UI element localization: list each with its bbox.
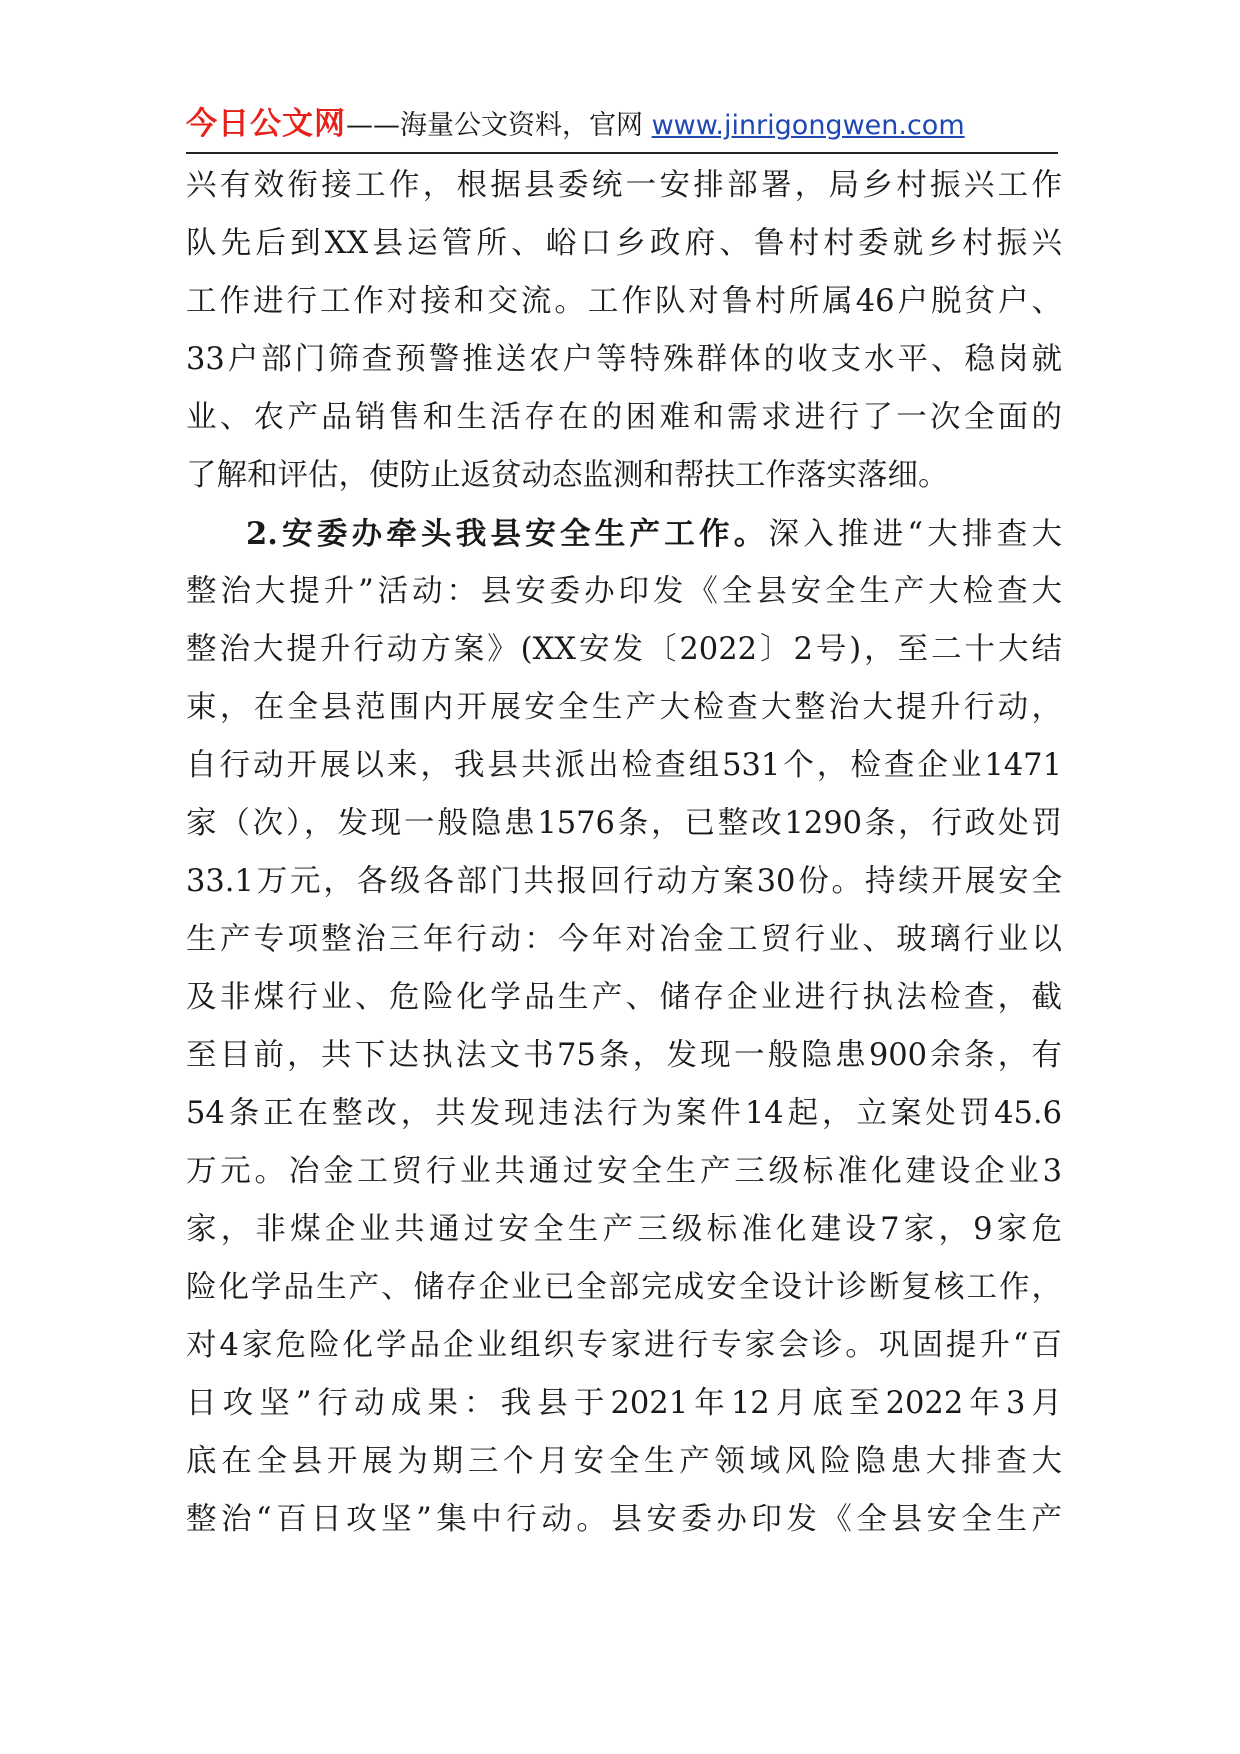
text-line: 整治大提升”活动：县安委办印发《全县安全生产大检查大 xyxy=(186,574,1062,609)
text-line: 业、农产品销售和生活存在的困难和需求进行了一次全面的 xyxy=(186,400,1062,435)
text-line: 至目前，共下达执法文书75条，发现一般隐患900余条，有 xyxy=(186,1038,1062,1073)
section-2-first-line xyxy=(186,505,1062,563)
text-line: 整治“百日攻坚”集中行动。县安委办印发《全县安全生产 xyxy=(186,1502,1062,1537)
text-line: 33户部门筛查预警推送农户等特殊群体的收支水平、稳岗就 xyxy=(186,342,1062,377)
header-tagline: ——海量公文资料，官网 xyxy=(346,110,652,141)
text-line: 33.1万元，各级各部门共报回行动方案30份。持续开展安全 xyxy=(186,864,1062,899)
section-heading: 2.安委办牵头我县安全生产工作。 xyxy=(246,516,769,552)
text-line: 自行动开展以来，我县共派出检查组531个，检查企业1471 xyxy=(186,748,1062,783)
text-line: 队先后到XX县运管所、峪口乡政府、鲁村村委就乡村振兴 xyxy=(186,226,1062,261)
text-line: 险化学品生产、储存企业已全部完成安全设计诊断复核工作， xyxy=(186,1270,1062,1305)
text-line: 日攻坚”行动成果：我县于2021年12月底至2022年3月 xyxy=(186,1386,1062,1421)
page-header xyxy=(186,104,1058,154)
text-line: 工作进行工作对接和交流。工作队对鲁村所属46户脱贫户、 xyxy=(186,284,1062,319)
text-line: 束，在全县范围内开展安全生产大检查大整治大提升行动， xyxy=(186,690,1062,725)
text-line: 兴有效衔接工作，根据县委统一安排部署，局乡村振兴工作 xyxy=(186,168,1062,203)
text-line: 生产专项整治三年行动：今年对冶金工贸行业、玻璃行业以 xyxy=(186,922,1062,957)
site-url-link[interactable]: www.jinrigongwen.com xyxy=(651,110,965,141)
text-line: 整治大提升行动方案》(XX安发〔2022〕2号)，至二十大结 xyxy=(186,632,1062,667)
text-line: 及非煤行业、危险化学品生产、储存企业进行执法检查，截 xyxy=(186,980,1062,1015)
site-logo-text: 今日公文网 xyxy=(186,106,346,142)
document-body xyxy=(186,157,1062,1549)
text-line: 家（次），发现一般隐患1576条，已整改1290条，行政处罚 xyxy=(186,806,1062,841)
text-line: 家，非煤企业共通过安全生产三级标准化建设7家，9家危 xyxy=(186,1212,1062,1247)
text-line: 对4家危险化学品企业组织专家进行专家会诊。巩固提升“百 xyxy=(186,1328,1062,1363)
section-2-lead-text: 深入推进“大排查大 xyxy=(768,517,1062,552)
text-line: 底在全县开展为期三个月安全生产领域风险隐患大排查大 xyxy=(186,1444,1062,1479)
text-line: 54条正在整改，共发现违法行为案件14起，立案处罚45.6 xyxy=(186,1096,1062,1131)
text-line: 万元。冶金工贸行业共通过安全生产三级标准化建设企业3 xyxy=(186,1154,1062,1189)
text-line: 了解和评估，使防止返贫动态监测和帮扶工作落实落细。 xyxy=(186,458,949,493)
